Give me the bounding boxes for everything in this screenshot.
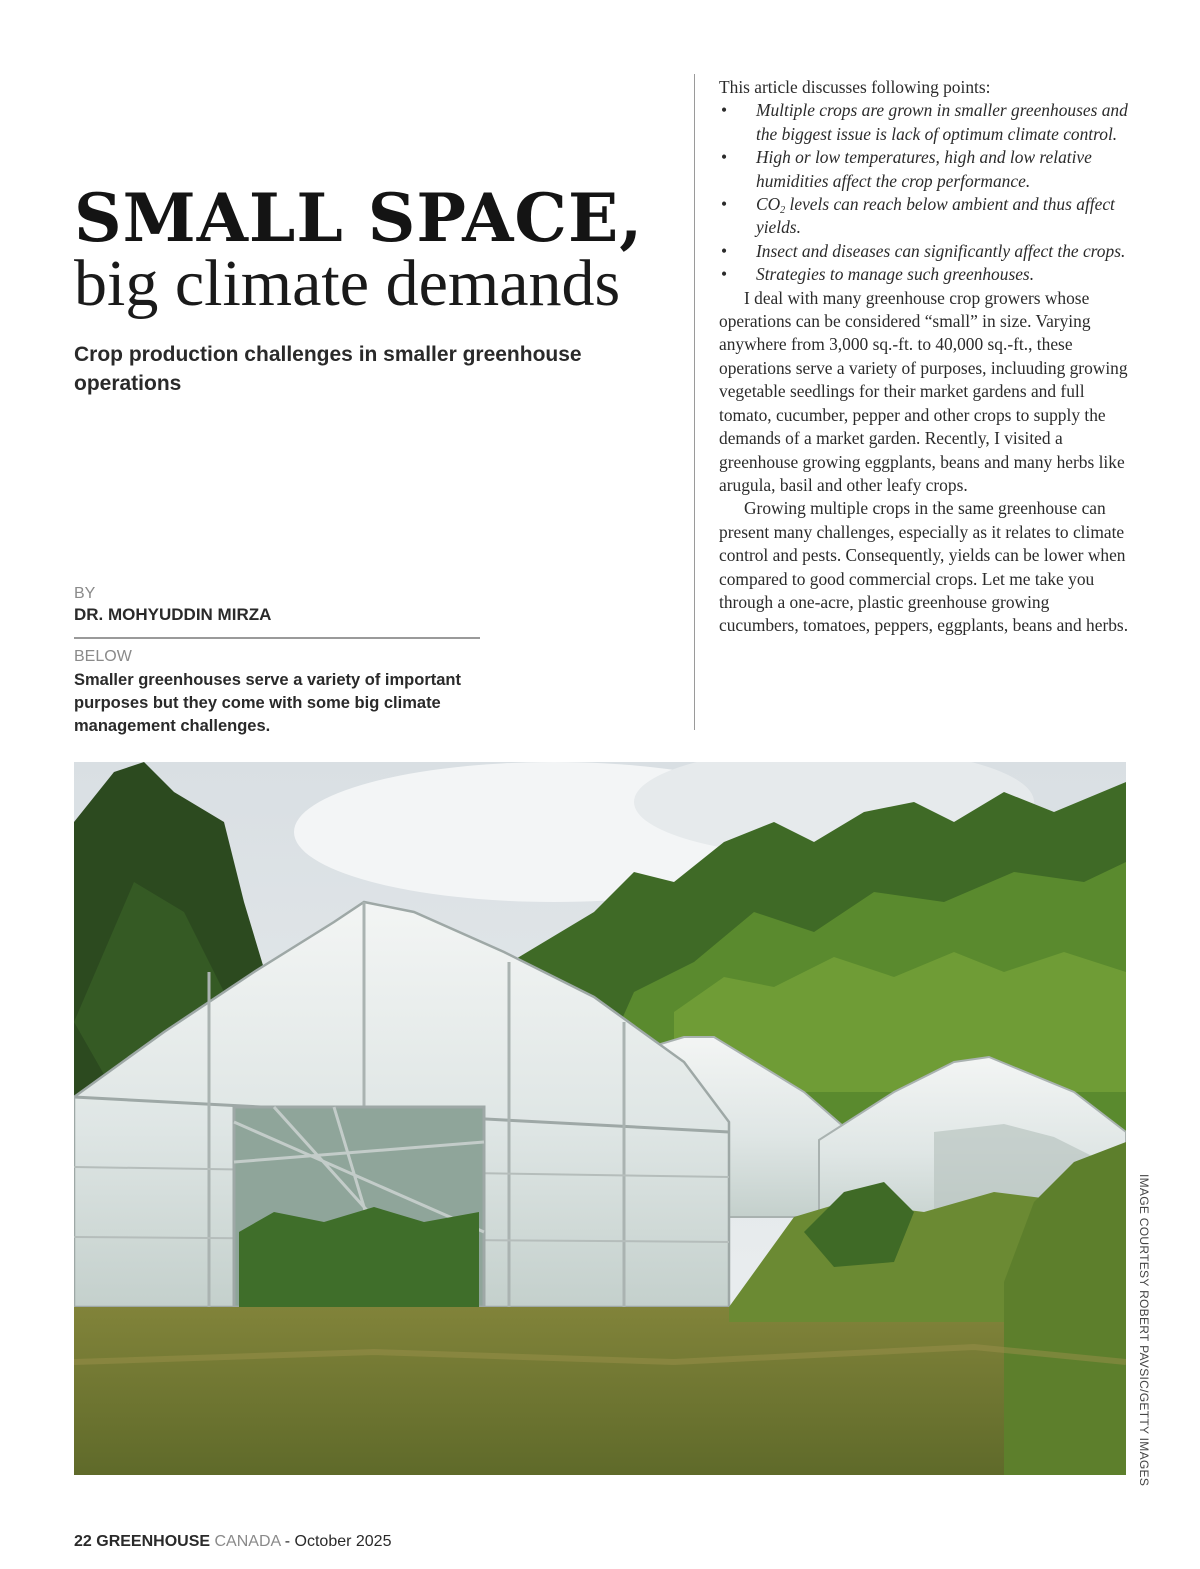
key-point — [719, 146, 1129, 193]
page-number: 22 — [74, 1533, 92, 1550]
key-point-co2-text: levels can reach below ambient and thus affect yields. — [756, 194, 1115, 238]
byline-block — [74, 585, 480, 738]
deck-subtitle: Crop production challenges in smaller greenhouse operations — [74, 343, 582, 395]
caption-label: BELOW — [74, 648, 132, 665]
key-point-text: Strategies to manage such greenhouses. — [756, 264, 1035, 285]
magazine-name: GREENHOUSE — [96, 1533, 211, 1550]
bullet-icon: • — [721, 100, 728, 121]
headline-line-2: big climate demands — [74, 247, 621, 320]
bullet-icon: • — [721, 240, 728, 261]
key-point-co2-prefix: CO — [756, 194, 781, 215]
key-point-text: High or low temperatures, high and low relative humidities affect the crop performance. — [756, 147, 1092, 191]
bullet-icon: • — [721, 194, 728, 215]
photo-credit-text: IMAGE COURTESY ROBERT PAVSIC/GETTY IMAGES — [1137, 1174, 1151, 1487]
headline — [74, 179, 684, 320]
article-column — [719, 76, 1129, 638]
article-paragraph: Growing multiple crops in the same greenhouse can present many challenges, especially as it relates to climate control and pests. Consequently, yields can be lower when compared to good commercial crops. Let me take you through a one-acre, plastic greenhouse growing cucumbers, tomatoes, peppers, eggplants, beans and herbs. — [719, 498, 1129, 636]
key-point-co2-subscript: 2 — [780, 205, 786, 217]
article-paragraph: I deal with many greenhouse crop growers whose operations can be considered “small” in size. Varying anywhere from 3,000 sq.-ft. to 40,000 sq.-ft., these operations serve a variety of purposes, incluuding growing vegetable seedlings for their market gardens and full tomato, cucumber, pepper and other crops to supply the demands of a market garden. Recently, I visited a greenhouse growing eggplants, beans and many herbs like arugula, basil and other leafy crops. — [719, 287, 1128, 495]
key-points-list — [719, 99, 1129, 286]
issue-date: - October 2025 — [284, 1533, 392, 1550]
headline-line-1: SMALL SPACE, — [74, 179, 644, 257]
photo-caption: Smaller greenhouses serve a variety of important purposes but they come with some big climate management challenges. — [74, 671, 461, 735]
key-point — [719, 263, 1129, 286]
byline-divider — [74, 637, 480, 639]
magazine-country: CANADA — [214, 1533, 281, 1550]
greenhouse-photo — [74, 762, 1126, 1475]
bullet-icon: • — [721, 147, 728, 168]
key-point-text: Insect and diseases can significantly affect the crops. — [756, 240, 1126, 261]
key-point-text: Multiple crops are grown in smaller greenhouses and the biggest issue is lack of optimum climate control. — [756, 100, 1128, 144]
key-point — [719, 99, 1129, 146]
key-point — [719, 240, 1129, 263]
column-divider — [694, 74, 695, 730]
key-point — [719, 193, 1129, 240]
page-footer — [74, 1533, 391, 1551]
byline-label: BY — [74, 585, 96, 602]
photo-credit — [1137, 1174, 1151, 1487]
bullet-icon: • — [721, 264, 728, 285]
author-name: DR. MOHYUDDIN MIRZA — [74, 605, 272, 624]
article-intro: This article discusses following points: — [719, 77, 991, 97]
